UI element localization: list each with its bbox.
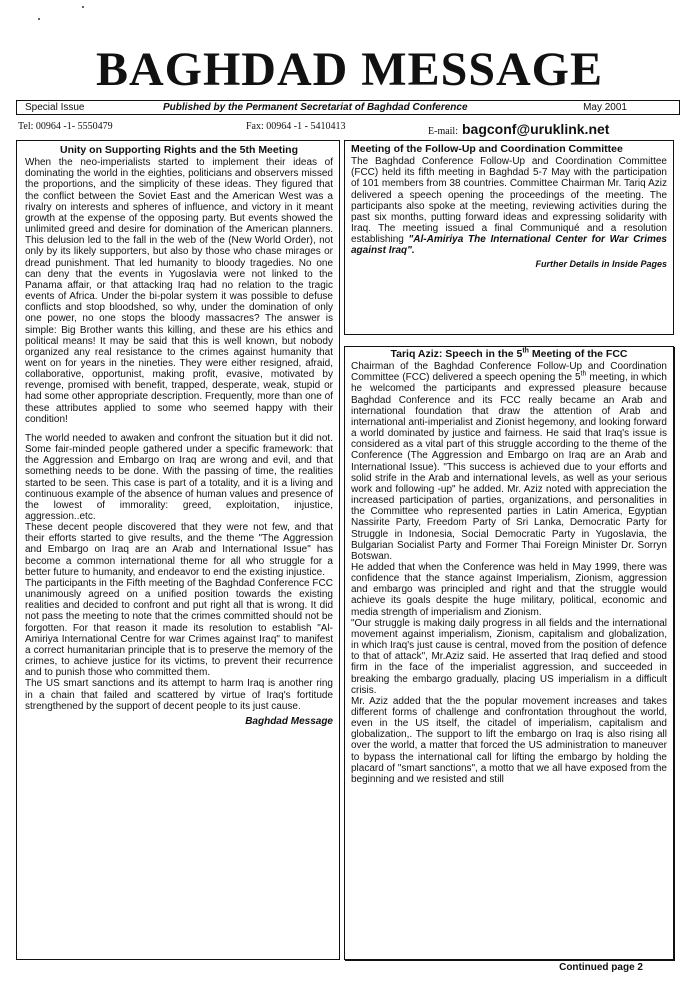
aziz-p1-sup: th — [580, 370, 587, 378]
issue-date: May 2001 — [583, 102, 627, 113]
fcc-resolution-quote: "Al-Amiriya The International Center for War Crimes against Iraq". — [351, 234, 667, 257]
editorial-article — [16, 140, 340, 960]
email-label: E-mail: — [428, 126, 458, 137]
aziz-paragraph — [351, 361, 667, 562]
aziz-p1-end: meeting, in which he welcomed the participants and expressed pleasure because Baghdad Conference and its FCC really became an Arab and international foundation that draw the attention of Arab and international anti-imperialist and Zionist hegemony, and looking forward a world dominated by justice and fairness. He said that Iraq's issue is considered as a vital part of this struggle according to the theme of the Conference (The Aggression and Embargo on Iraq are an Arab and International Issue). "This success is achieved due to your efforts and solid strife in the Arab and international levels, as well as your serious work and following -up" he added. Mr. Aziz noted with appreciation the increased participation of parties, organizations, and personalities in the Committee who represented parties in Latin America, Egyptian Nassirite Party, Freedom Party of Sri Lanka, Democratic Party for Struggle in Indonesia, Social Democratic Party in Yugoslavia, the Bulgarian Socialist Party and Former Thai Foreign Minister Dr. Sorryn Botswan. — [351, 372, 667, 562]
aziz-p1-start: Chairman of the Baghdad Conference Follow-Up and Coordination Committee (FCC) delivered a speech opening the 5 — [351, 361, 667, 384]
continued-note: Continued page 2 — [559, 962, 643, 973]
fax: Fax: 00964 -1 - 5410413 — [246, 121, 346, 132]
email-address: bagconf@uruklink.net — [462, 121, 610, 137]
aziz-heading-sup: th — [522, 347, 529, 355]
info-bar — [16, 100, 680, 115]
aziz-speech-box — [344, 346, 674, 960]
email — [428, 121, 609, 137]
aziz-paragraph: He added that when the Conference was held in May 1999, there was confidence that the stance against Imperialism, Zionism, aggression and embargo was principled and right and that the struggle would achieve its goals despite the huge military, political, economic and media strength of imperialism and Zionism. — [351, 561, 667, 618]
issue-label: Special Issue — [25, 102, 85, 113]
fcc-heading: Meeting of the Follow-Up and Coordination Committee — [351, 143, 623, 155]
fcc-meeting-box — [344, 140, 674, 335]
further-details-note: Further Details in Inside Pages — [535, 258, 667, 269]
telephone: Tel: 00964 -1- 5550479 — [18, 121, 113, 132]
contact-line — [16, 117, 678, 135]
editorial-heading: Unity on Supporting Rights and the 5th Meeting — [60, 144, 298, 156]
aziz-heading-text: Tariq Aziz: Speech in the 5 — [390, 348, 523, 360]
speck — [82, 6, 84, 8]
editorial-paragraph: These decent people discovered that they were not few, and that their efforts started to give results, and the theme "The Aggression and Embargo on Iraq are an Arab and International Issue" has become a common international theme for all who struggle for a better future to humanity, and endeavor to end the existing injustice. — [25, 522, 333, 578]
aziz-paragraph: "Our struggle is making daily progress in all fields and the international movement against imperialism, Zionism, capitalism and globalization, in which Iraq's just cause is central, moved from the position of defence to that of attack", Mr.Aziz said. He asserted that Iraq defied and stood firm in the face of the imperialist aggression, and succeeded in breaking the embargo gradually, placing US imperialism in a difficult crisis. — [351, 617, 667, 696]
masthead-title: BAGHDAD MESSAGE — [95, 43, 604, 96]
editorial-paragraph: The world needed to awaken and confront the situation but it did not. Some fair-minded people gathered under a specific framework: that the Aggression and Embargo on Iraq are wrong and evil, and that something needs to be done. With the passing of time, the realities started to be seen. This case is part of a totality, and it is a living and continuous example of the absence of human values and presence of the lowest of immorality: greed, exploitation, injustice, aggression..etc. — [25, 432, 333, 522]
editorial-paragraph: When the neo-imperialists started to implement their ideas of dominating the world in the eighties, politicians and observers missed the proportions, and the simplicity of these ideas. They figured that the conflict between the Soviet East and the American West was a rivalry on interests and spheres of influence, and victory in it meant growth at the expense of the opposing party. But events showed the unlimited greed and desire for domination of the American planners. This delusion led to the fall in the web of the (New World Order), not only by its likely supporters, but also by those who chase mirages or dread punishment. That led humanity to bloody tragedies. No one can deny that the events in Yugoslavia were not linked to the Panama affair, or that attacking Iraq had no relation to the tragic events of Africa. Under the bi-polar system it was possible to defuse conflicts and stop bloodshed, so why, under the domination of only one power, no one stops the bloody massacres? The answer is simple: Big Brother wants this killing, and these are his ethics and political means! It may be said that this is well known, but nobody organized any real resistance to the crimes against humanity that went on for years in the nineties. They were either resigned, afraid, collaborative, opportunist, making profit, evasive, motivated by revenge, promised with benefit, trapped, desperate, weak, stupid or had some other appropriate description. Frequently, more than one of these attributes applied to some who seemed happy with their condition! — [25, 157, 333, 425]
aziz-heading-text-end: Meeting of the FCC — [528, 348, 628, 360]
publisher-line: Published by the Permanent Secretariat of Baghdad Conference — [163, 102, 468, 113]
speck — [38, 18, 40, 20]
editorial-signature: Baghdad Message — [245, 715, 333, 727]
aziz-heading — [351, 349, 667, 360]
fcc-body: The Baghdad Conference Follow-Up and Coordination Committee (FCC) held its fifth meeting in Baghdad 5-7 May with the participation of 101 members from 38 countries. Committee Chairman Mr. Tariq Aziz delivered a speech opening the proceedings of the meeting. The participants also spoke at the meeting, reviewing activities during the past six months, putting forward ideas and expressing solidarity with Iraq. The meeting issued a final Communiqué and a resolution establishing — [351, 156, 667, 246]
aziz-paragraph: Mr. Aziz added that the the popular movement increases and takes different forms of challenge and confrontation throughout the world, even in the US itself, the citadel of imperialism, capitalism and globalization,. The support to lift the embargo on Iraq is also rising all over the world, a matter that forced the US administration to maneuver to bypass the international call for lifting the embargo by holding the placard of "smart sanctions", a motto that we all have exposed from the beginning and we resisted and still — [351, 695, 667, 785]
editorial-paragraph: The US smart sanctions and its attempt to harm Iraq is another ring in a chain that failed and scattered by virtue of Iraq's fortitude strengthened by the support of decent people to its just cause. — [25, 678, 333, 712]
editorial-paragraph: The participants in the Fifth meeting of the Baghdad Conference FCC unanimously agreed on a unified position towards the existing realities and decided to confront and put right all that is wrong. It did not pass the meeting to note that the crimes committed should not be forgotten. For that reason it made its resolution to establish "Al-Amiriya International Centre for war Crimes against Iraq" to manifest a correct humanitarian principle that is to preserve the memory of the crimes, to achieve justice for its victims, to prevent their recurrence and to punish those who committed them. — [25, 577, 333, 679]
